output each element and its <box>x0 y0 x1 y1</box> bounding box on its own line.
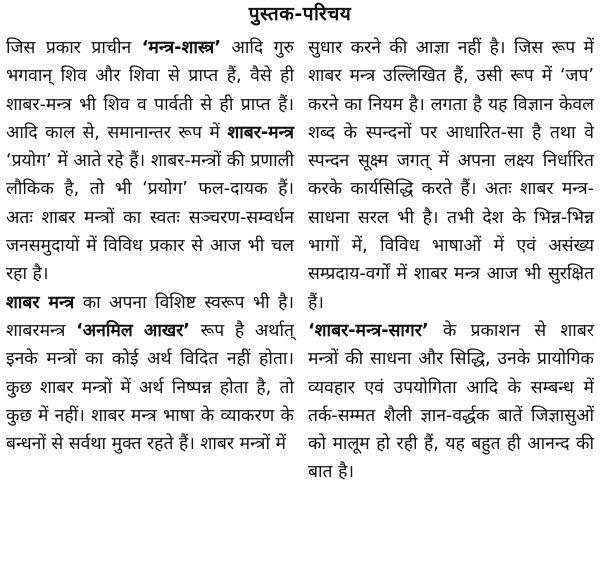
bold-term: ‘मन्त्र-शास्त्र’ <box>141 38 221 58</box>
page-title: पुस्तक-परिचय <box>248 3 352 25</box>
bold-term: ‘शाबर-मन्त्र-सागर’ <box>308 320 429 341</box>
paragraph-right-1 <box>308 34 594 317</box>
paragraph-right-2 <box>308 317 594 487</box>
paragraph-left-2 <box>6 289 294 459</box>
text-run: के प्रकाशन से शाबर मन्त्रों की साधना और सिद्धि, उनके प्रायोगिक व्यवहार एवं उपयोगिता आदि के सम्बन्ध में तर्क-सम्मत शैली ज्ञान-वर्द्धक बातें जिज्ञासुओं को मालूम हो रही हैं, यह बहुत ही आनन्द की बात है। <box>308 320 594 483</box>
left-column <box>6 34 294 458</box>
paragraph-left-1 <box>6 34 294 289</box>
bold-term: शाबर-मन्त्र <box>227 122 294 143</box>
text-run: सुधार करने की आज्ञा नहीं है। जिस रूप में शाबर मन्त्र उल्लिखित हैं, उसी रूप में ‘जप’ करने का नियम है। लगता है यह विज्ञान केवल शब्द के स्पन्दनों पर आधारित-सा है तथा वे स्पन्दन सूक्ष्म जगत् में अपना लक्ष्य निर्धारित करके कार्यसिद्धि करते हैं। अतः शाबर मन्त्र-साधना सरल भी है। तभी देश के भिन्न-भिन्न भागों में, विविध भाषाओं में एवं असंख्य सम्प्रदाय-वर्गों में शाबर मन्त्र आज भी सुरक्षित हैं। <box>308 38 594 313</box>
text-run: ‘प्रयोग’ में आते रहे हैं। शाबर-मन्त्रों की प्रणाली लौकिक है, तो भी ‘प्रयोग’ फल-दायक हैं। अतः शाबर मन्त्रों का स्वतः सञ्चरण-सम्वर्धन जनसमुदायों में विविध प्रकार से आज भी चल रहा है। <box>6 151 294 285</box>
text-run: जिस प्रकार प्राचीन <box>6 38 142 58</box>
text-run: का अपना विशिष्ट स्वरूप भी है। शाबरमन्त्र <box>6 292 294 341</box>
bold-term: शाबर मन्त्र <box>6 292 75 313</box>
text-run: रूप है अर्थात् इनके मन्त्रों का कोई अर्थ विदित नहीं होता। कुछ शाबर मन्त्रों में अर्थ निष्पन्न होता है, तो कुछ में नहीं। शाबर मन्त्र भाषा के व्याकरण के बन्धनों से सर्वथा मुक्त रहते हैं। शाबर मन्त्रों में <box>6 320 294 455</box>
right-column <box>308 34 594 487</box>
text-run: आदि गुरु भगवान् शिव और शिवा से प्राप्त हैं, वैसे ही शाबर-मन्त्र भी शिव व पार्वती से ही प्राप्त हैं। आदि काल से, समानान्तर रूप में <box>6 38 294 143</box>
bold-term: ‘अनमिल आखर’ <box>76 320 190 341</box>
